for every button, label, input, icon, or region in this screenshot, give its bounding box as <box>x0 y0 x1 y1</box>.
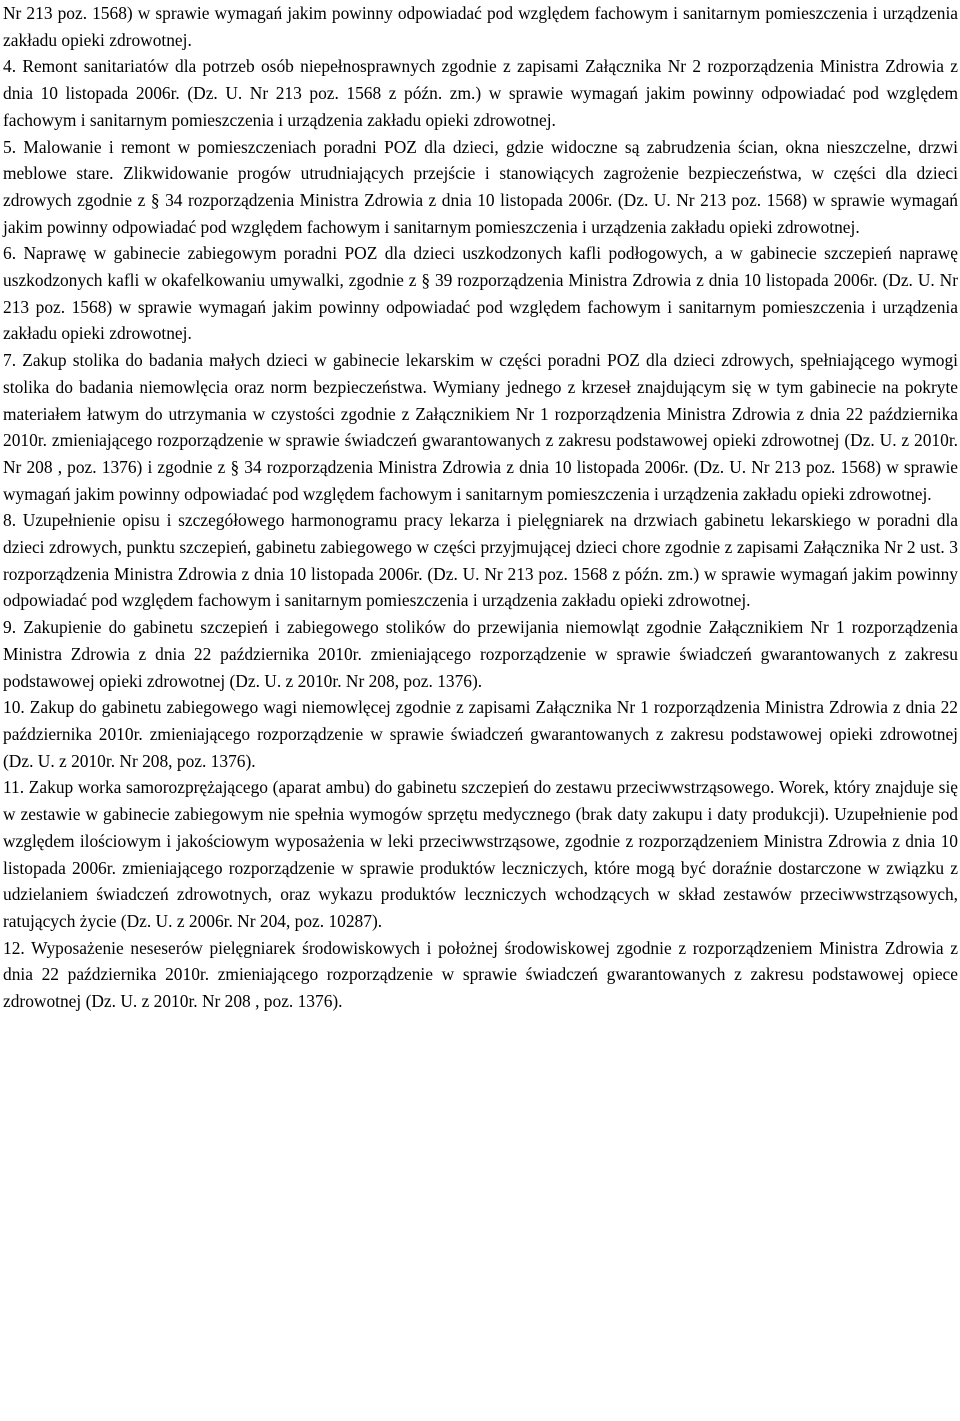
paragraph-item-9: 9. Zakupienie do gabinetu szczepień i zabiegowego stolików do przewijania niemowląt zgodnie Załącznikiem Nr 1 rozporządzenia Ministra Zdrowia z dnia 22 października 2010r. zmieniającego rozporządzenie w sprawie świadczeń gwarantowanych z zakresu podstawowej opieki zdrowotnej (Dz. U. z 2010r. Nr 208, poz. 1376). <box>3 617 958 691</box>
paragraph-item-12: 12. Wyposażenie neseserów pielęgniarek środowiskowych i położnej środowiskowej zgodnie z rozporządzeniem Ministra Zdrowia z dnia 22 października 2010r. zmieniającego rozporządzenie w sprawie świadczeń gwarantowanych z zakresu podstawowej opiece zdrowotnej (Dz. U. z 2010r. Nr 208 , poz. 1376). <box>3 937 958 1012</box>
paragraph-item-6: 6. Naprawę w gabinecie zabiegowym poradni POZ dla dzieci uszkodzonych kafli podłogowych, a w gabinecie szczepień naprawę uszkodzonych kafli w okafelkowaniu umywalki, zgodnie z § 39 rozporządzenia Ministra Zdrowia z dnia 10 listopada 2006r. (Dz. U. Nr 213 poz. 1568) w sprawie wymagań jakim powinny odpowiadać pod względem fachowym i sanitarnym pomieszczenia i urządzenia zakładu opieki zdrowotnej. <box>3 243 958 344</box>
paragraph-item-11: 11. Zakup worka samorozprężającego (aparat ambu) do gabinetu szczepień do zestawu przeciwwstrząsowego. Worek, który znajduje się w zestawie w gabinecie zabiegowym nie spełnia wymogów sprzętu medycznego (brak daty zakupu i daty produkcji). Uzupełnienie pod względem ilościowym i jakościowym wyposażenia w leki przeciwwstrząsowe, zgodnie z rozporządzeniem Ministra Zdrowia z dnia 10 listopada 2006r. zmieniającego rozporządzenie w sprawie produktów leczniczych, które mogą być doraźnie dostarczone w związku z udzielaniem świadczeń zdrowotnych, oraz wykazu produktów leczniczych wchodzących w skład zestawów przeciwwstrząsowych, ratujących życie (Dz. U. z 2006r. Nr 204, poz. 10287). <box>3 777 958 931</box>
paragraph-continuation: Nr 213 poz. 1568) w sprawie wymagań jakim powinny odpowiadać pod względem fachowym i sanitarnym pomieszczenia i urządzenia zakładu opieki zdrowotnej. <box>3 3 958 50</box>
paragraph-item-4: 4. Remont sanitariatów dla potrzeb osób niepełnosprawnych zgodnie z zapisami Załącznika Nr 2 rozporządzenia Ministra Zdrowia z dnia 10 listopada 2006r. (Dz. U. Nr 213 poz. 1568 z późn. zm.) w sprawie wymagań jakim powinny odpowiadać pod względem fachowym i sanitarnym pomieszczenia i urządzenia zakładu opieki zdrowotnej. <box>3 56 958 130</box>
paragraph-item-7: 7. Zakup stolika do badania małych dzieci w gabinecie lekarskim w części poradni POZ dla dzieci zdrowych, spełniającego wymogi stolika do badania niemowlęcia oraz norm bezpieczeństwa. Wymiany jednego z krzeseł znajdującym się w tym gabinecie na pokryte materiałem łatwym do utrzymania w czystości zgodnie z Załącznikiem Nr 1 rozporządzenia Ministra Zdrowia z dnia 22 października 2010r. zmieniającego rozporządzenie w sprawie świadczeń gwarantowanych z zakresu podstawowej opieki zdrowotnej (Dz. U. z 2010r. Nr 208 , poz. 1376) i zgodnie z § 34 rozporządzenia Ministra Zdrowia z dnia 10 listopada 2006r. (Dz. U. Nr 213 poz. 1568) w sprawie wymagań jakim powinny odpowiadać pod względem fachowym i sanitarnym pomieszczenia i urządzenia zakładu opieki zdrowotnej. <box>3 350 958 504</box>
paragraph-item-8: 8. Uzupełnienie opisu i szczegółowego harmonogramu pracy lekarza i pielęgniarek na drzwiach gabinetu lekarskiego w poradni dla dzieci zdrowych, punktu szczepień, gabinetu zabiegowego w części przyjmującej dzieci chore zgodnie z zapisami Załącznika Nr 2 ust. 3 rozporządzenia Ministra Zdrowia z dnia 10 listopada 2006r. (Dz. U. Nr 213 poz. 1568 z późn. zm.) w sprawie wymagań jakim powinny odpowiadać pod względem fachowym i sanitarnym pomieszczenia i urządzenia zakładu opieki zdrowotnej. <box>3 510 958 611</box>
paragraph-item-10: 10. Zakup do gabinetu zabiegowego wagi niemowlęcej zgodnie z zapisami Załącznika Nr 1 rozporządzenia Ministra Zdrowia z dnia 22 października 2010r. zmieniającego rozporządzenie w sprawie świadczeń gwarantowanych z zakresu podstawowej opieki zdrowotnej (Dz. U. z 2010r. Nr 208, poz. 1376). <box>3 697 958 771</box>
paragraph-item-5: 5. Malowanie i remont w pomieszczeniach poradni POZ dla dzieci, gdzie widoczne są zabrudzenia ścian, okna nieszczelne, drzwi meblowe stare. Zlikwidowanie progów utrudniających przejście i stanowiących zagrożenie bezpieczeństwa, w części dla dzieci zdrowych zgodnie z § 34 rozporządzenia Ministra Zdrowia z dnia 10 listopada 2006r. (Dz. U. Nr 213 poz. 1568) w sprawie wymagań jakim powinny odpowiadać pod względem fachowym i sanitarnym pomieszczenia i urządzenia zakładu opieki zdrowotnej. <box>3 136 958 237</box>
